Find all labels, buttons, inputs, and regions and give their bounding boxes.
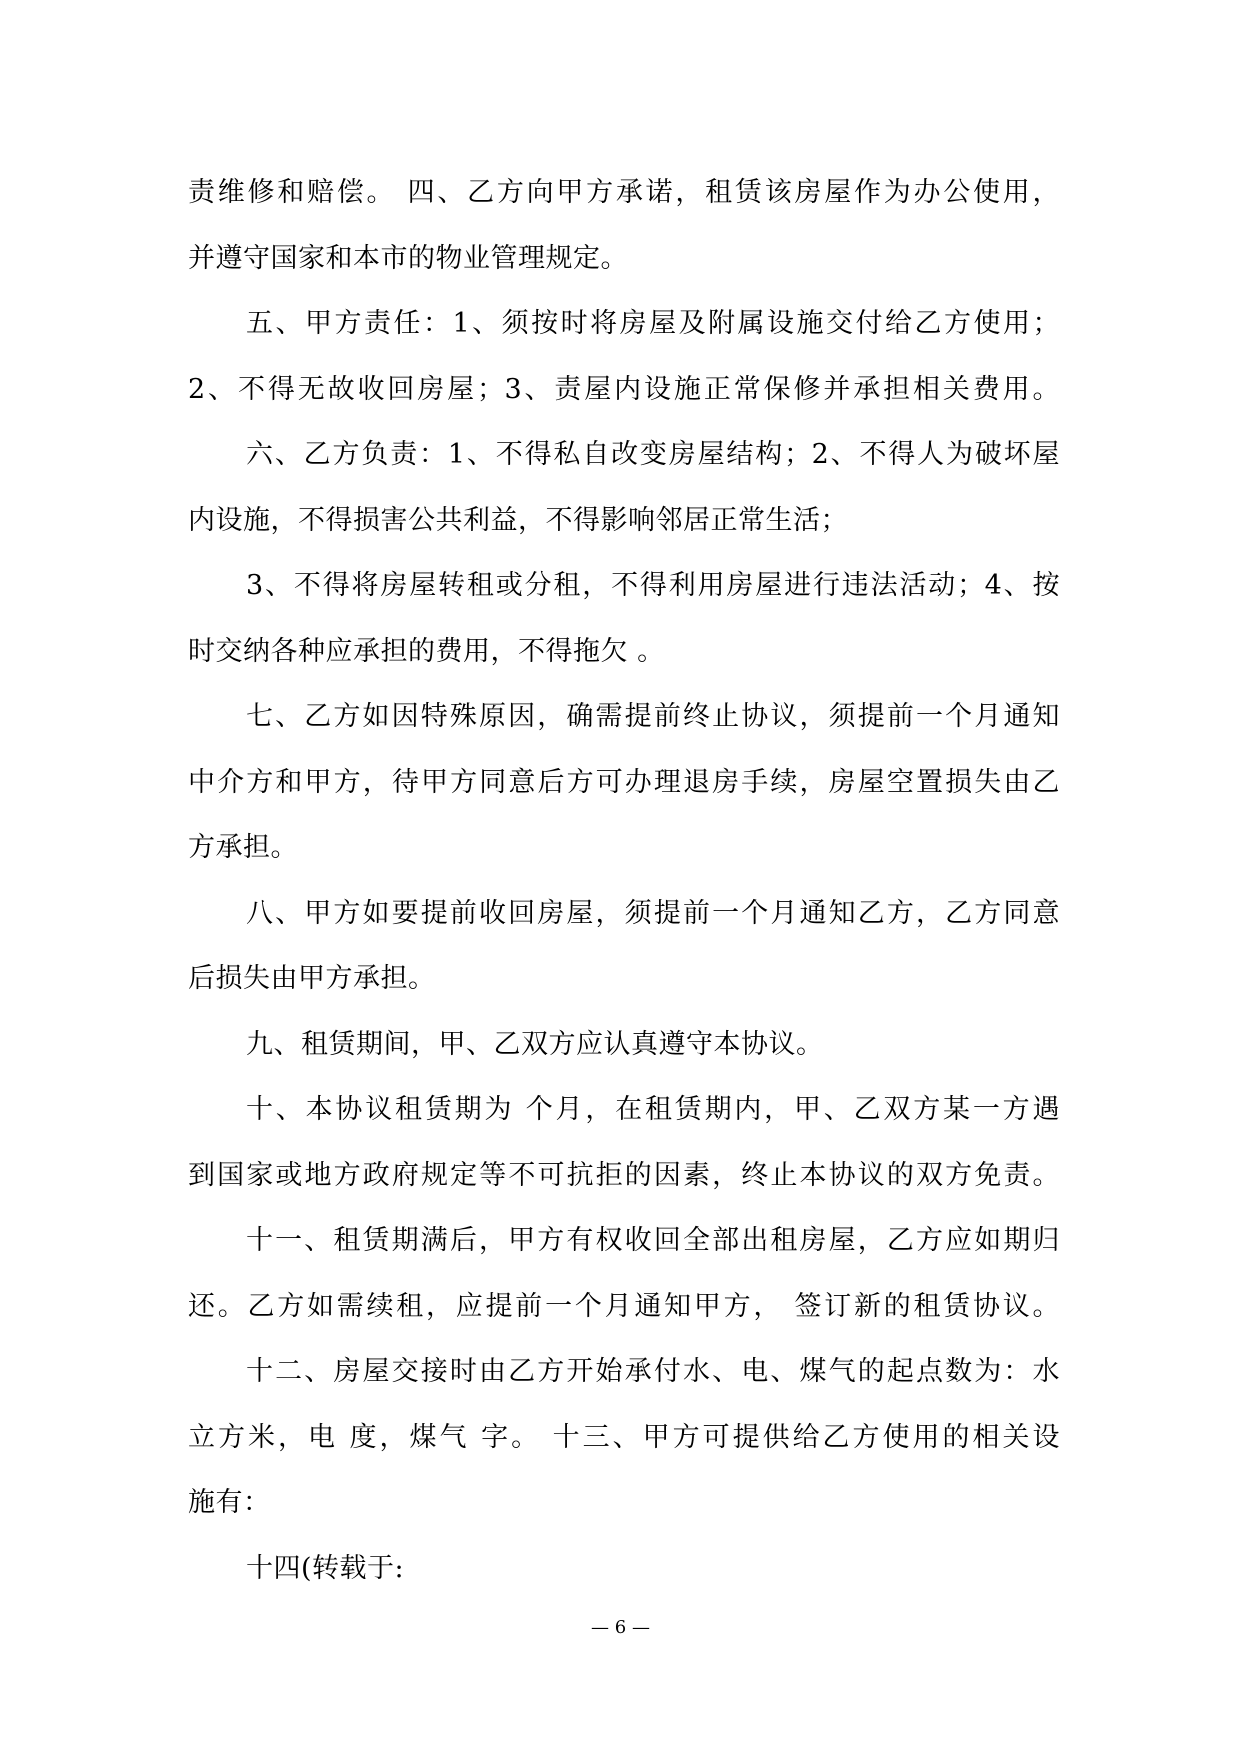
text-line: 并遵守国家和本市的物业管理规定。 (188, 242, 628, 274)
text-line: 中介方和甲方，待甲方同意后方可办理退房手续，房屋空置损失由乙 (188, 766, 1060, 798)
text-line: 时交纳各种应承担的费用，不得拖欠 。 (188, 635, 665, 667)
text-line: 七、乙方如因特殊原因，确需提前终止协议，须提前一个月通知 (246, 701, 1060, 732)
text-line: 八、甲方如要提前收回房屋，须提前一个月通知乙方，乙方同意 (246, 897, 1060, 929)
text-line: 2、不得无故收回房屋；3、责屋内设施正常保修并承担相关费用。 (188, 373, 1060, 405)
text-line: 十四(转载于: (246, 1552, 405, 1584)
text-line: 施有： (188, 1487, 271, 1518)
text-line: 六、乙方负责：1、不得私自改变房屋结构；2、不得人为破坏屋 (246, 439, 1060, 470)
text-line: 3、不得将房屋转租或分租，不得利用房屋进行违法活动；4、按 (246, 570, 1060, 601)
text-line: 立方米，电 度，煤气 字。 十三、甲方可提供给乙方使用的相关设 (188, 1421, 1060, 1453)
text-line: 还。乙方如需续租，应提前一个月通知甲方， 签订新的租赁协议。 (188, 1290, 1060, 1322)
text-line: 九、租赁期间，甲、乙双方应认真遵守本协议。 (246, 1028, 824, 1060)
text-line: 内设施，不得损害公共利益，不得影响邻居正常生活； (188, 504, 848, 536)
text-line: 责维修和赔偿。 四、乙方向甲方承诺，租赁该房屋作为办公使用， (188, 177, 1060, 208)
text-line: 十一、租赁期满后，甲方有权收回全部出租房屋，乙方应如期归 (246, 1225, 1060, 1256)
text-line: 方承担。 (188, 832, 298, 863)
text-line: 十二、房屋交接时由乙方开始承付水、电、煤气的起点数为：水 (246, 1356, 1060, 1387)
document-body (188, 160, 1060, 1601)
text-line: 后损失由甲方承担。 (188, 963, 436, 994)
page-number: — 6 — (591, 1617, 650, 1638)
text-line: 到国家或地方政府规定等不可抗拒的因素，终止本协议的双方免责。 (188, 1159, 1060, 1191)
text-line: 五、甲方责任：1、须按时将房屋及附属设施交付给乙方使用； (246, 308, 1060, 339)
text-line: 十、本协议租赁期为 个月，在租赁期内，甲、乙双方某一方遇 (246, 1094, 1060, 1125)
